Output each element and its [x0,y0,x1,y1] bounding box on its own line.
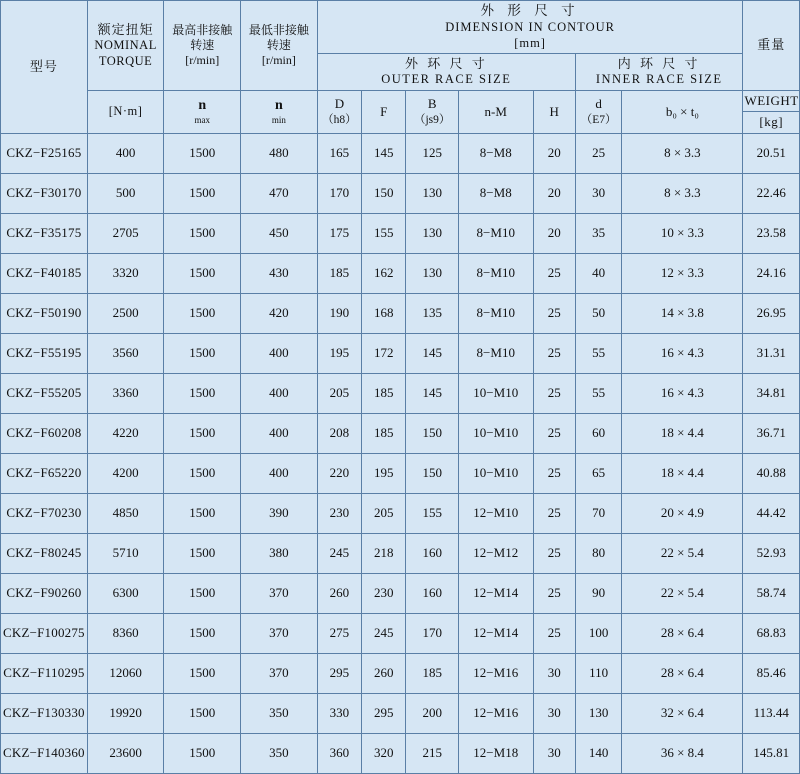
cell-F: 145 [362,133,406,173]
header-outer-cn: 外 环 尺 寸 [404,56,488,72]
cell-nM: 12−M16 [458,653,533,693]
cell-model: CKZ−F25165 [1,133,88,173]
cell-nM: 12−M10 [458,493,533,533]
cell-torque: 500 [87,173,164,213]
cell-F: 168 [362,293,406,333]
cell-D: 175 [317,213,361,253]
header-torque-unit-cell [87,91,164,134]
cell-model: CKZ−F35175 [1,213,88,253]
cell-nM: 10−M10 [458,453,533,493]
header-row-1 [1,1,800,54]
table-row [1,613,800,653]
header-nominal-torque [87,1,164,91]
cell-nmin: 370 [241,613,318,653]
cell-H: 20 [533,213,575,253]
cell-d: 35 [575,213,621,253]
cell-B: 185 [406,653,458,693]
cell-d: 90 [575,573,621,613]
cell-d: 55 [575,333,621,373]
table-row [1,653,800,693]
cell-torque: 19920 [87,693,164,733]
cell-H: 25 [533,533,575,573]
cell-nmin: 370 [241,573,318,613]
header-nmin-symbol-text [242,97,316,126]
cell-bt: 10 × 3.3 [622,213,743,253]
cell-F: 195 [362,453,406,493]
cell-bt: 22 × 5.4 [622,573,743,613]
cell-torque: 4850 [87,493,164,533]
cell-nmin: 390 [241,493,318,533]
table-row [1,133,800,173]
cell-H: 25 [533,453,575,493]
header-weight [743,1,800,91]
table-row [1,693,800,733]
cell-B: 145 [406,333,458,373]
cell-F: 320 [362,733,406,773]
cell-torque: 3360 [87,373,164,413]
cell-model: CKZ−F140360 [1,733,88,773]
cell-d: 140 [575,733,621,773]
cell-nmin: 400 [241,373,318,413]
header-model: 型号 [1,1,88,134]
header-inner-cn: 内 环 尺 寸 [617,56,701,72]
cell-nmin: 430 [241,253,318,293]
cell-H: 30 [533,733,575,773]
cell-nM: 8−M10 [458,253,533,293]
cell-weight: 85.46 [743,653,800,693]
cell-nmin: 380 [241,533,318,573]
header-torque-cn: 额定扭矩 [97,21,154,37]
table-row [1,413,800,453]
header-dimension-cn: 外 形 尺 寸 [480,3,580,18]
table-row [1,173,800,213]
table-row [1,333,800,373]
header-torque-en2: TORQUE [98,53,153,68]
header-nmax-symbol [164,91,241,134]
cell-d: 50 [575,293,621,333]
header-nmin-unit: [r/min] [261,53,296,67]
cell-nM: 12−M14 [458,613,533,653]
cell-weight: 40.88 [743,453,800,493]
cell-model: CKZ−F70230 [1,493,88,533]
cell-bt: 20 × 4.9 [622,493,743,533]
header-outer-race [317,54,575,91]
header-nmin [241,1,318,91]
cell-weight: 23.58 [743,213,800,253]
cell-weight: 22.46 [743,173,800,213]
cell-bt: 8 × 3.3 [622,173,743,213]
table-row [1,573,800,613]
cell-torque: 4220 [87,413,164,453]
cell-model: CKZ−F30170 [1,173,88,213]
header-col-H: H [533,91,575,134]
cell-weight: 145.81 [743,733,800,773]
header-col-d-label: d [595,96,602,112]
cell-nmax: 1500 [164,413,241,453]
nmin-symbol-sub: min [271,114,286,125]
header-col-B-note: （js9） [413,113,451,126]
cell-torque: 5710 [87,533,164,573]
cell-nmax: 1500 [164,173,241,213]
cell-H: 25 [533,373,575,413]
cell-d: 65 [575,453,621,493]
cell-B: 200 [406,693,458,733]
cell-weight: 34.81 [743,373,800,413]
cell-F: 205 [362,493,406,533]
cell-model: CKZ−F55205 [1,373,88,413]
cell-torque: 2705 [87,213,164,253]
cell-F: 245 [362,613,406,653]
cell-nmin: 400 [241,333,318,373]
cell-torque: 6300 [87,573,164,613]
cell-nmin: 370 [241,653,318,693]
cell-B: 125 [406,133,458,173]
header-col-B-label: B [427,96,437,112]
cell-nmin: 420 [241,293,318,333]
cell-model: CKZ−F50190 [1,293,88,333]
cell-model: CKZ−F100275 [1,613,88,653]
header-weight-en: WEIGHT [743,91,800,112]
nmax-symbol-sub: max [194,114,210,125]
cell-H: 25 [533,413,575,453]
cell-H: 20 [533,133,575,173]
cell-d: 110 [575,653,621,693]
header-nmin-cn2: 转速 [266,38,291,52]
cell-torque: 12060 [87,653,164,693]
cell-weight: 24.16 [743,253,800,293]
cell-D: 230 [317,493,361,533]
cell-weight: 36.71 [743,413,800,453]
cell-F: 155 [362,213,406,253]
cell-D: 205 [317,373,361,413]
cell-d: 25 [575,133,621,173]
table-row [1,253,800,293]
cell-nM: 12−M12 [458,533,533,573]
cell-nmin: 450 [241,213,318,253]
cell-B: 135 [406,293,458,333]
cell-nmax: 1500 [164,573,241,613]
cell-D: 330 [317,693,361,733]
cell-nM: 8−M10 [458,293,533,333]
cell-nmax: 1500 [164,493,241,533]
cell-D: 195 [317,333,361,373]
cell-bt: 14 × 3.8 [622,293,743,333]
header-dimension-unit: [mm] [514,35,546,50]
cell-F: 185 [362,373,406,413]
cell-nM: 8−M8 [458,133,533,173]
cell-bt: 36 × 8.4 [622,733,743,773]
cell-H: 30 [533,693,575,733]
cell-model: CKZ−F60208 [1,413,88,453]
cell-weight: 44.42 [743,493,800,533]
cell-torque: 3320 [87,253,164,293]
header-col-B [406,91,458,134]
cell-weight: 31.31 [743,333,800,373]
cell-B: 130 [406,253,458,293]
header-col-F: F [362,91,406,134]
cell-bt: 32 × 6.4 [622,693,743,733]
cell-weight: 68.83 [743,613,800,653]
cell-B: 150 [406,453,458,493]
cell-F: 230 [362,573,406,613]
cell-B: 160 [406,533,458,573]
cell-torque: 4200 [87,453,164,493]
header-col-nM: n-M [458,91,533,134]
cell-B: 150 [406,413,458,453]
header-row-3 [1,91,800,112]
cell-bt: 18 × 4.4 [622,413,743,453]
header-dimension-group [317,1,743,54]
cell-model: CKZ−F90260 [1,573,88,613]
cell-torque: 23600 [87,733,164,773]
header-col-d-note: （E7） [580,113,617,126]
cell-F: 185 [362,413,406,453]
cell-nmax: 1500 [164,333,241,373]
cell-nmax: 1500 [164,653,241,693]
cell-model: CKZ−F65220 [1,453,88,493]
header-outer-en: OUTER RACE SIZE [381,72,512,87]
cell-H: 30 [533,653,575,693]
header-col-D [317,91,361,134]
cell-D: 220 [317,453,361,493]
cell-model: CKZ−F55195 [1,333,88,373]
cell-model: CKZ−F130330 [1,693,88,733]
cell-nM: 12−M16 [458,693,533,733]
cell-nmax: 1500 [164,133,241,173]
cell-B: 130 [406,173,458,213]
cell-H: 25 [533,293,575,333]
header-nmin-cn1: 最低非接触 [248,23,309,37]
header-dimension-en: DIMENSION IN CONTOUR [445,19,615,34]
cell-nmax: 1500 [164,453,241,493]
cell-nmax: 1500 [164,693,241,733]
header-col-D-label: D [334,96,345,112]
table-row [1,493,800,533]
cell-B: 130 [406,213,458,253]
cell-nM: 10−M10 [458,373,533,413]
cell-d: 100 [575,613,621,653]
cell-H: 25 [533,573,575,613]
cell-H: 25 [533,253,575,293]
cell-weight: 113.44 [743,693,800,733]
header-nmax-cn1: 最高非接触 [172,23,233,37]
cell-weight: 52.93 [743,533,800,573]
cell-weight: 26.95 [743,293,800,333]
cell-D: 170 [317,173,361,213]
cell-bt: 28 × 6.4 [622,653,743,693]
header-inner-race [575,54,743,91]
cell-bt: 12 × 3.3 [622,253,743,293]
table-row [1,373,800,413]
table-row [1,293,800,333]
cell-D: 260 [317,573,361,613]
cell-F: 162 [362,253,406,293]
cell-d: 130 [575,693,621,733]
cell-D: 245 [317,533,361,573]
table-row [1,733,800,773]
cell-model: CKZ−F40185 [1,253,88,293]
cell-bt: 22 × 5.4 [622,533,743,573]
cell-nmin: 400 [241,413,318,453]
cell-B: 215 [406,733,458,773]
nmax-symbol-letter: n [198,98,207,114]
cell-d: 30 [575,173,621,213]
cell-bt: 16 × 4.3 [622,333,743,373]
cell-B: 170 [406,613,458,653]
cell-model: CKZ−F110295 [1,653,88,693]
cell-F: 260 [362,653,406,693]
table-header [1,1,800,134]
cell-F: 172 [362,333,406,373]
cell-d: 55 [575,373,621,413]
cell-nmax: 1500 [164,533,241,573]
cell-nM: 8−M8 [458,173,533,213]
cell-D: 208 [317,413,361,453]
cell-nmin: 350 [241,733,318,773]
cell-nmax: 1500 [164,253,241,293]
cell-weight: 20.51 [743,133,800,173]
cell-nM: 8−M10 [458,213,533,253]
cell-D: 165 [317,133,361,173]
cell-D: 185 [317,253,361,293]
cell-D: 190 [317,293,361,333]
cell-D: 275 [317,613,361,653]
cell-B: 160 [406,573,458,613]
cell-nmax: 1500 [164,293,241,333]
cell-F: 150 [362,173,406,213]
cell-weight: 58.74 [743,573,800,613]
header-nmax [164,1,241,91]
table-body [1,133,800,773]
cell-torque: 8360 [87,613,164,653]
header-torque-en1: NOMINAL [94,38,157,52]
cell-nM: 8−M10 [458,333,533,373]
cell-B: 145 [406,373,458,413]
header-col-d [575,91,621,134]
cell-d: 60 [575,413,621,453]
cell-d: 70 [575,493,621,533]
cell-D: 360 [317,733,361,773]
cell-H: 20 [533,173,575,213]
cell-nmin: 350 [241,693,318,733]
header-col-bt: b₀ × t₀ [622,91,743,134]
cell-nmax: 1500 [164,733,241,773]
cell-bt: 8 × 3.3 [622,133,743,173]
header-nmax-unit: [r/min] [185,53,220,67]
cell-H: 25 [533,493,575,533]
cell-bt: 18 × 4.4 [622,453,743,493]
table-row [1,453,800,493]
header-inner-en: INNER RACE SIZE [595,72,723,87]
cell-nM: 12−M18 [458,733,533,773]
cell-model: CKZ−F80245 [1,533,88,573]
header-nmin-symbol [241,91,318,134]
cell-d: 40 [575,253,621,293]
cell-nmin: 400 [241,453,318,493]
table-row [1,533,800,573]
cell-torque: 400 [87,133,164,173]
cell-F: 295 [362,693,406,733]
header-torque-unit: [N·m] [108,103,143,118]
cell-bt: 28 × 6.4 [622,613,743,653]
nmin-symbol-letter: n [274,98,283,114]
cell-H: 25 [533,333,575,373]
cell-bt: 16 × 4.3 [622,373,743,413]
cell-H: 25 [533,613,575,653]
cell-nmax: 1500 [164,373,241,413]
cell-nM: 10−M10 [458,413,533,453]
cell-d: 80 [575,533,621,573]
table-row [1,213,800,253]
cell-torque: 2500 [87,293,164,333]
cell-nmin: 470 [241,173,318,213]
cell-torque: 3560 [87,333,164,373]
cell-B: 155 [406,493,458,533]
header-weight-unit: [kg] [743,112,800,133]
cell-F: 218 [362,533,406,573]
header-weight-cn: 重量 [757,37,786,53]
cell-nM: 12−M14 [458,573,533,613]
header-col-D-note: （h8） [322,113,357,126]
header-nmax-cn2: 转速 [190,38,215,52]
header-nmax-symbol-text [165,97,239,126]
cell-nmax: 1500 [164,613,241,653]
cell-D: 295 [317,653,361,693]
cell-nmax: 1500 [164,213,241,253]
cell-nmin: 480 [241,133,318,173]
